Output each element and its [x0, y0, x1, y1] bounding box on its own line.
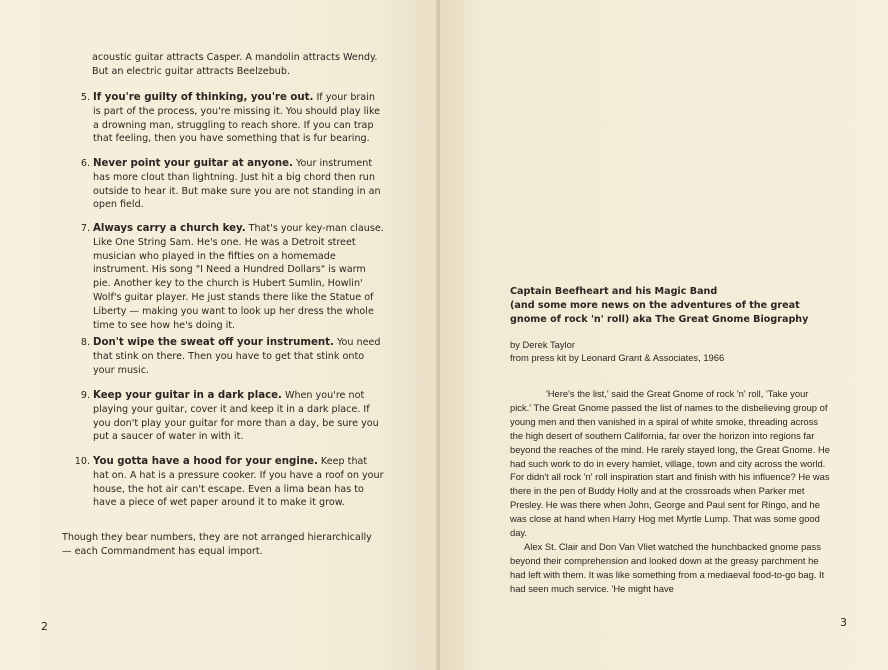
item-text: That's your key-man clause. Like One String Sam. He's one. He was a Detroit street musician who played in the fifties on a homemade instrument. His song "I Need a Hundred Dollars" is warm pie. Another key to the church is Hubert Sumlin, Howlin' Wolf's guitar player. He just stands there like the Statue of Liberty — making you want to look up her dress the whole time to see how he's doing it.	[93, 223, 384, 331]
item-text: Keep that hat on. A hat is a pressure cooker. If you have a roof on your house, the hot air can't escape. Even a lima bean has to have a piece of wet paper around it to make it grow.	[93, 456, 384, 509]
item-number: 5.	[80, 92, 90, 103]
commandment-item-5	[66, 91, 384, 146]
item-heading: Never point your guitar at anyone.	[93, 158, 293, 169]
paragraph-1: 'Here's the list,' said the Great Gnome of rock 'n' roll, 'Take your pick.' The Great Gnome passed the list of names to the disbelieving group of young men and then vanished in a spiral of white smoke, threading across the high desert of southern California, far over the horizon into regions far beyond the reaches of the mind. He rarely stayed long, the Great Gnome. He had such work to do in every hamlet, village, town and city across the world. For didn't all rock 'n' roll inspiration start and finish with his influence? He was there in the pen of Buddy Holly and at the crossroads when Parker met Presley. He was there when John, George and Paul sent for Ringo, and he was close at hand when Harry Hog met Myrtle Lump. That was some good day.	[510, 388, 830, 539]
right-page	[440, 0, 888, 670]
item-number: 10.	[74, 456, 90, 467]
item-heading: If you're guilty of thinking, you're out.	[93, 92, 314, 103]
item-number: 6.	[80, 158, 90, 169]
item-number: 8.	[80, 337, 90, 348]
item-text: Your instrument has more clout than lightning. Just hit a big chord then run outside to hear it. But make sure you are not standing in an open field.	[93, 158, 381, 211]
intro-text: acoustic guitar attracts Casper. A mandolin attracts Wendy. But an electric guitar attracts Beelzebub.	[92, 52, 378, 77]
article-title	[510, 285, 830, 327]
article-title-line2: (and some more news on the adventures of the great gnome of rock 'n' roll) aka The Great Gnome Biography	[510, 300, 809, 325]
commandment-item-10	[66, 455, 384, 510]
article-body	[510, 387, 832, 596]
closing-text: Though they bear numbers, they are not arranged hierarchically — each Commandment has equal import.	[62, 532, 372, 557]
commandment-item-9	[66, 389, 384, 444]
article-title-line1: Captain Beefheart and his Magic Band	[510, 286, 718, 297]
commandment-item-6	[66, 157, 384, 212]
commandment-item-7	[66, 222, 384, 332]
paragraph-2: Alex St. Clair and Don Van Vliet watched the hunchbacked gnome pass beyond their comprehension and looked down at the greasy parchment he had left with them. It was like something from a mediaeval food-to-go bag. It had seen much service. 'He might have	[510, 540, 825, 594]
item-heading: You gotta have a hood for your engine.	[93, 456, 318, 467]
page-number-left: 2	[41, 620, 48, 633]
byline-block	[510, 338, 830, 364]
byline: by Derek Taylor	[510, 339, 575, 350]
commandment-item-8	[66, 336, 384, 377]
item-heading: Don't wipe the sweat off your instrument.	[93, 337, 334, 348]
left-page	[0, 0, 438, 670]
item-text: When you're not playing your guitar, cover it and keep it in a dark place. If you don't play your guitar for more than a day, be sure you put a saucer of water in with it.	[93, 390, 379, 443]
item-text: If your brain is part of the process, you're missing it. You should play like a drowning man, struggling to reach shore. If you can trap that feeling, then you have something that is fur bearing.	[93, 92, 381, 145]
item-number: 7.	[80, 223, 90, 234]
item-heading: Keep your guitar in a dark place.	[93, 390, 282, 401]
page-number-right: 3	[840, 616, 847, 629]
source-line: from press kit by Leonard Grant & Associates, 1966	[510, 352, 725, 363]
item-text: You need that stink on there. Then you have to get that stink onto your music.	[93, 337, 381, 376]
item-heading: Always carry a church key.	[93, 223, 246, 234]
item-number: 9.	[80, 390, 90, 401]
